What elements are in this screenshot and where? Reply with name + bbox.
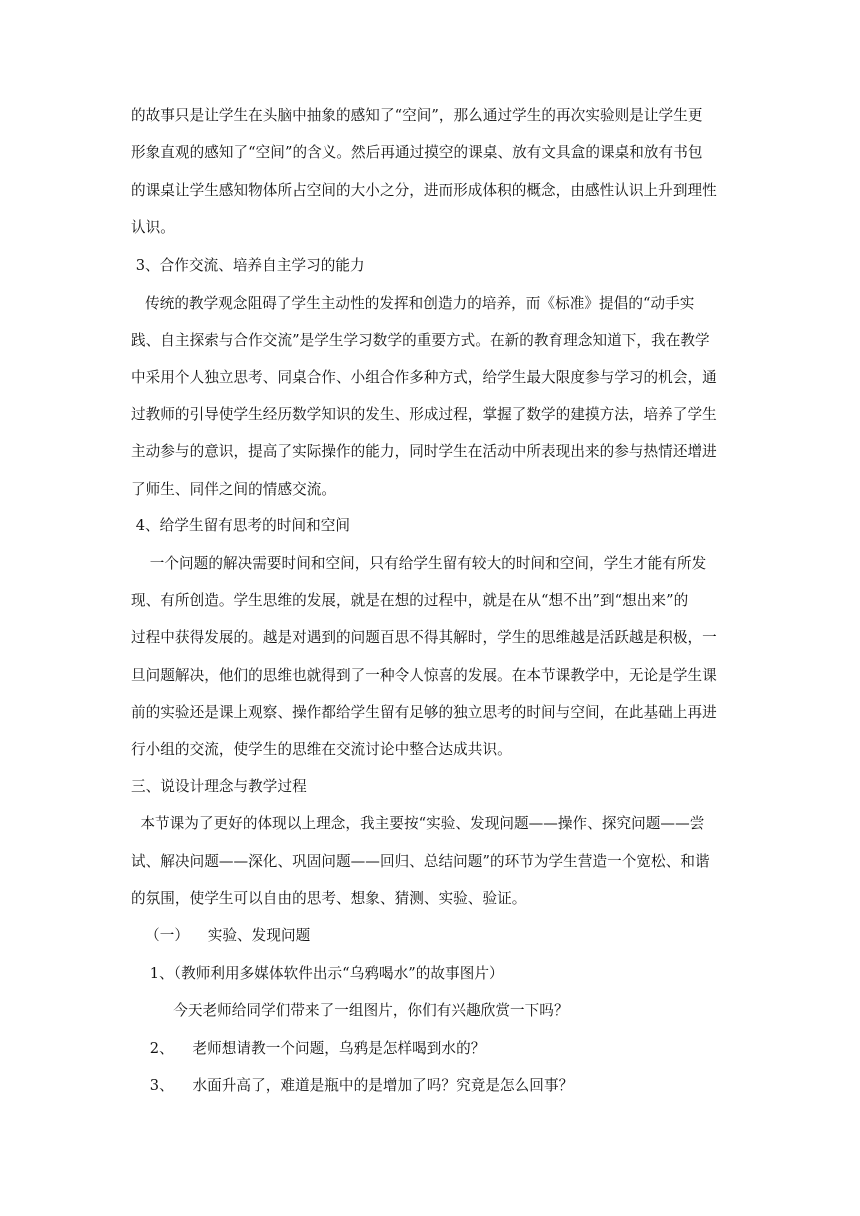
body-text-line: 试、解决问题——深化、巩固问题——回归、总结问题”的环节为学生营造一个宽松、和谐	[131, 853, 710, 870]
list-item: 1、（教师利用多媒体软件出示“乌鸦喝水”的故事图片）	[131, 965, 504, 982]
body-text-line: 前的实验还是课上观察、操作都给学生留有足够的独立思考的时间与空间，在此基础上再进	[131, 704, 717, 721]
body-text-line: 了师生、同伴之间的情感交流。	[131, 481, 337, 498]
list-item-text: 今天老师给同学们带来了一组图片，你们有兴趣欣赏一下吗？	[131, 1002, 569, 1019]
body-text-line: 旦问题解决，他们的思维也就得到了一种令人惊喜的发展。在本节课教学中，无论是学生课	[131, 667, 717, 684]
section-heading: 4、给学生留有思考的时间和空间	[131, 517, 351, 534]
body-text-line: 形象直观的感知了“空间”的含义。然后再通过摸空的课桌、放有文具盒的课桌和放有书包	[131, 144, 703, 161]
body-text-line: 本节课为了更好的体现以上理念，我主要按“实验、发现问题——操作、探究问题——尝	[131, 815, 705, 832]
body-text-line: 过教师的引导使学生经历数学知识的发生、形成过程，掌握了数学的建摸方法，培养了学生	[131, 406, 717, 423]
section-heading: 3、合作交流、培养自主学习的能力	[131, 257, 365, 274]
list-item: 2、 老师想请教一个问题，乌鸦是怎样喝到水的？	[131, 1040, 486, 1057]
body-text-line: 践、自主探索与合作交流”是学生学习数学的重要方式。在新的教育理念知道下，我在教学	[131, 332, 710, 349]
body-text-line: 的故事只是让学生在头脑中抽象的感知了“空间”，那么通过学生的再次实验则是让学生更	[131, 107, 703, 124]
list-item: 3、 水面升高了，难道是瓶中的是增加了吗？究竟是怎么回事？	[131, 1077, 574, 1094]
body-text-line: 一个问题的解决需要时间和空间，只有给学生留有较大的时间和空间，学生才能有所发	[131, 555, 707, 572]
body-text-line: 中采用个人独立思考、同桌合作、小组合作多种方式，给学生最大限度参与学习的机会，通	[131, 369, 717, 386]
body-text-line: 主动参与的意识，提高了实际操作的能力，同时学生在活动中所表现出来的参与热情还增进	[131, 443, 717, 460]
section-heading: 三、说设计理念与教学过程	[131, 778, 307, 795]
body-text-line: 的课桌让学生感知物体所占空间的大小之分，进而形成体积的概念，由感性认识上升到理性	[131, 182, 717, 199]
body-text-line: 传统的教学观念阻碍了学生主动性的发挥和创造力的培养，而《标准》提倡的“动手实	[131, 295, 695, 312]
body-text-line: 过程中获得发展的。越是对遇到的问题百思不得其解时，学生的思维越是活跃越是积极，一	[131, 629, 717, 646]
body-text-line: 行小组的交流，使学生的思维在交流讨论中整合达成共识。	[131, 741, 512, 758]
body-text-line: 认识。	[131, 219, 175, 236]
subsection-heading: （一） 实验、发现问题	[131, 927, 311, 944]
body-text-line: 现、有所创造。学生思维的发展，就是在想的过程中，就是在从“想不出”到“想出来”的	[131, 592, 689, 609]
body-text-line: 的氛围，使学生可以自由的思考、想象、猜测、实验、验证。	[131, 890, 527, 907]
